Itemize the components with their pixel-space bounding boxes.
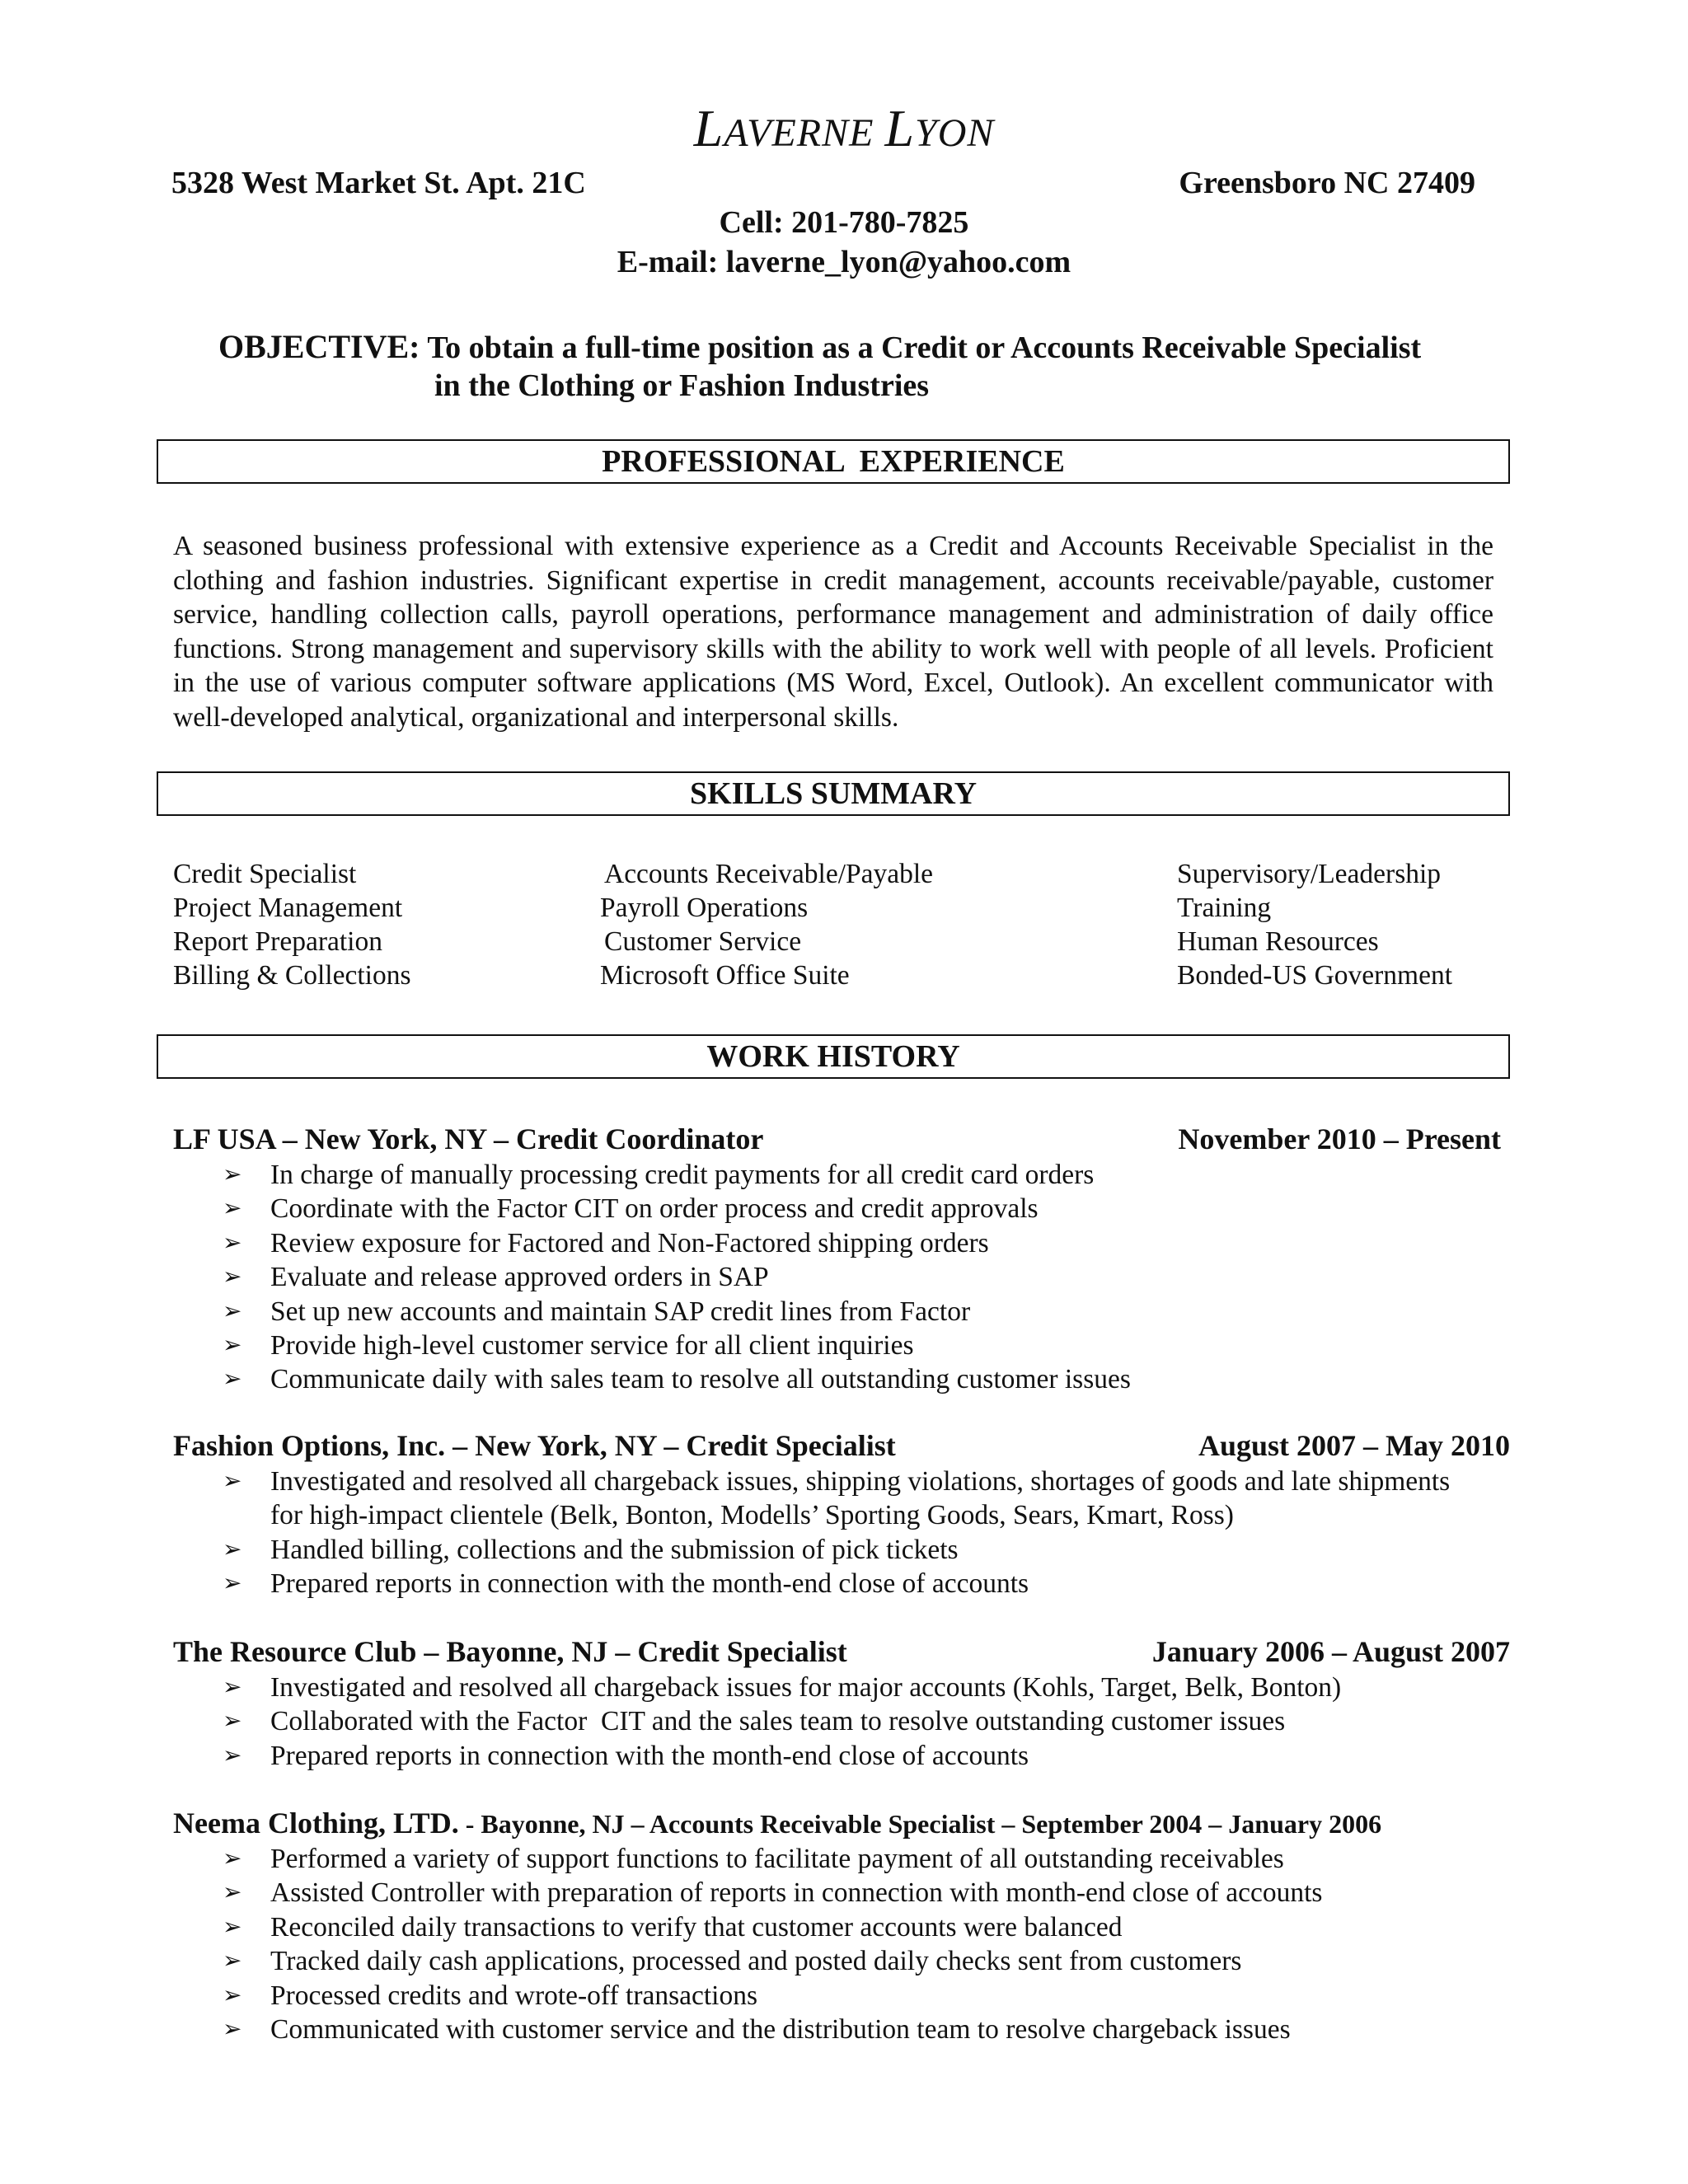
list-item [173,1842,1510,1876]
arrow-bullet-icon: ➢ [223,1982,242,2008]
list-item [173,1567,1510,1601]
list-item [173,1979,1510,2013]
skills-column-3 [1177,857,1452,992]
section-heading-work-history: WORK HISTORY [157,1034,1510,1079]
cell-phone: Cell: 201-780-7825 [719,205,969,240]
name-last-rest: YON [915,111,995,155]
arrow-bullet-icon: ➢ [223,1536,242,1563]
arrow-bullet-icon: ➢ [223,1230,242,1256]
skill-item: Project Management [173,893,403,923]
list-item [173,1260,1510,1294]
job-header [173,1804,1510,1842]
arrow-bullet-icon: ➢ [223,1708,242,1735]
arrow-bullet-icon: ➢ [223,1675,242,1700]
bullet-text: Tracked daily cash applications, processed and posted daily checks sent from customers [270,1946,1242,1977]
bullet-text: Review exposure for Factored and Non-Factored shipping orders [270,1227,989,1258]
skill-item: Supervisory/Leadership [1177,859,1442,889]
skills-column-2 [600,857,933,992]
arrow-bullet-icon: ➢ [223,1333,242,1359]
job-entry [173,1120,1510,1397]
arrow-bullet-icon: ➢ [223,1298,242,1324]
skill-item: Report Preparation [173,926,382,957]
list-item [173,1295,1510,1329]
bullet-text: Performed a variety of support functions to facilitate payment of all outstanding receivables [270,1844,1284,1874]
bullet-text: Evaluate and release approved orders in SAP [270,1262,769,1293]
arrow-bullet-icon: ➢ [223,1469,242,1494]
job-entry [173,1427,1510,1601]
arrow-bullet-icon: ➢ [223,1366,242,1393]
skill-item: Microsoft Office Suite [600,960,850,991]
arrow-bullet-icon: ➢ [223,1264,242,1291]
job-dates: August 2007 – May 2010 [1198,1429,1510,1462]
skill-item: Human Resources [1177,926,1379,957]
skill-item: Payroll Operations [600,893,809,923]
job-title: LF USA – New York, NY – Credit Coordinator [173,1122,764,1155]
objective [218,328,1421,405]
arrow-bullet-icon: ➢ [223,1162,242,1188]
job-dates: November 2010 – Present [1178,1122,1501,1155]
skill-item: Credit Specialist [173,859,357,889]
list-item [173,1362,1510,1396]
arrow-bullet-icon: ➢ [223,1846,242,1872]
list-item [173,1158,1510,1192]
list-item [173,1671,1510,1704]
bullet-text: Set up new accounts and maintain SAP credit lines from Factor [270,1296,971,1327]
email-address: E-mail: laverne_lyon@yahoo.com [617,245,1071,279]
job-header [173,1120,1510,1158]
bullet-text: Collaborated with the Factor CIT and the sales team to resolve outstanding customer issues [270,1706,1286,1737]
job-bullets [173,1671,1510,1773]
arrow-bullet-icon: ➢ [223,1742,242,1769]
arrow-bullet-icon: ➢ [223,2017,242,2043]
job-entry [173,1633,1510,1773]
list-item [173,1329,1510,1362]
list-item [173,1533,1510,1567]
city-state-zip: Greensboro NC 27409 [1179,166,1475,200]
objective-line-2: in the Clothing or Fashion Industries [434,368,930,403]
section-heading-skills: SKILLS SUMMARY [157,771,1510,816]
job-entry [173,1804,1510,2046]
job-dates: January 2006 – August 2007 [1151,1635,1510,1668]
job-bullets [173,1465,1510,1601]
objective-line-1: To obtain a full-time position as a Credit or Accounts Receivable Specialist [427,330,1422,365]
list-item [173,1704,1510,1738]
list-item [173,2013,1510,2046]
professional-summary: A seasoned business professional with extensive experience as a Credit and Accounts Receivable Specialist in the clothing and fashion industries. Significant expertise in credit management, accounts receivable/payable, customer service, handling collection calls, payroll operations, performance management and administration of daily office functions. Strong management and supervisory skills with the ability to work well with people of all levels. Proficient in the use of various computer software applications (MS Word, Excel, Outlook). An excellent communicator with well-developed analytical, organizational and interpersonal skills. [173,531,1493,733]
job-header [173,1633,1510,1671]
skill-item: Bonded-US Government [1177,960,1453,991]
street-address: 5328 West Market St. Apt. 21C [171,166,586,200]
skills-column-1 [173,857,410,992]
arrow-bullet-icon: ➢ [223,1880,242,1906]
bullet-text: Communicated with customer service and the distribution team to resolve chargeback issues [270,2014,1291,2046]
bullet-text: Coordinate with the Factor CIT on order process and credit approvals [270,1193,1039,1225]
name-first-rest: AVERNE [724,111,874,155]
list-item [173,1192,1510,1226]
arrow-bullet-icon: ➢ [223,1571,242,1597]
job-title: Fashion Options, Inc. – New York, NY – Credit Specialist [173,1429,896,1462]
bullet-text: Processed credits and wrote-off transactions [270,1980,758,2011]
skill-item: Customer Service [604,926,802,957]
skill-item: Training [1177,893,1272,923]
job-bullets [173,1842,1510,2046]
job-company: Neema Clothing, LTD. [173,1807,459,1840]
job-title [173,1804,1381,1843]
arrow-bullet-icon: ➢ [223,1196,242,1222]
section-heading-experience [157,439,1510,484]
list-item [173,1944,1510,1978]
list-item [173,1910,1510,1944]
list-item [173,1739,1510,1773]
name-last-initial: L [884,99,916,157]
bullet-text: Provide high-level customer service for all client inquiries [270,1330,914,1361]
arrow-bullet-icon: ➢ [223,1948,242,1975]
arrow-bullet-icon: ➢ [223,1914,242,1940]
bullet-text: Prepared reports in connection with the month-end close of accounts [270,1740,1029,1771]
name-first-initial: L [693,99,724,157]
job-title: The Resource Club – Bayonne, NJ – Credit Specialist [173,1635,847,1668]
list-item [173,1876,1510,1910]
candidate-name [0,97,1688,161]
bullet-text: Investigated and resolved all chargeback issues for major accounts (Kohls, Target, Belk, Bonton) [270,1672,1342,1703]
job-bullets [173,1158,1510,1397]
list-item [173,1226,1510,1260]
bullet-text: In charge of manually processing credit payments for all credit card orders [270,1160,1095,1190]
bullet-text: Prepared reports in connection with the month-end close of accounts [270,1568,1029,1600]
skill-item: Accounts Receivable/Payable [604,859,934,889]
bullet-text: Handled billing, collections and the submission of pick tickets [270,1534,959,1565]
job-title-rest: - Bayonne, NJ – Accounts Receivable Specialist – September 2004 – January 2006 [458,1809,1382,1839]
objective-label: OBJECTIVE: [218,328,420,365]
bullet-text: Reconciled daily transactions to verify that customer accounts were balanced [270,1911,1123,1943]
list-item [173,1465,1510,1533]
job-header [173,1427,1510,1465]
bullet-text: Communicate daily with sales team to resolve all outstanding customer issues [270,1364,1131,1395]
bullet-text: Assisted Controller with preparation of reports in connection with month-end close of accounts [270,1877,1323,1909]
section-heading-experience-text: PROFESSIONAL EXPERIENCE [602,444,1065,479]
bullet-text: Investigated and resolved all chargeback issues, shipping violations, shortages of goods and late shipments for high-impact clientele (Belk, Bonton, Modells’ Sporting Goods, Sears, Kmart, Ross) [270,1466,1451,1531]
skill-item: Billing & Collections [173,960,411,991]
